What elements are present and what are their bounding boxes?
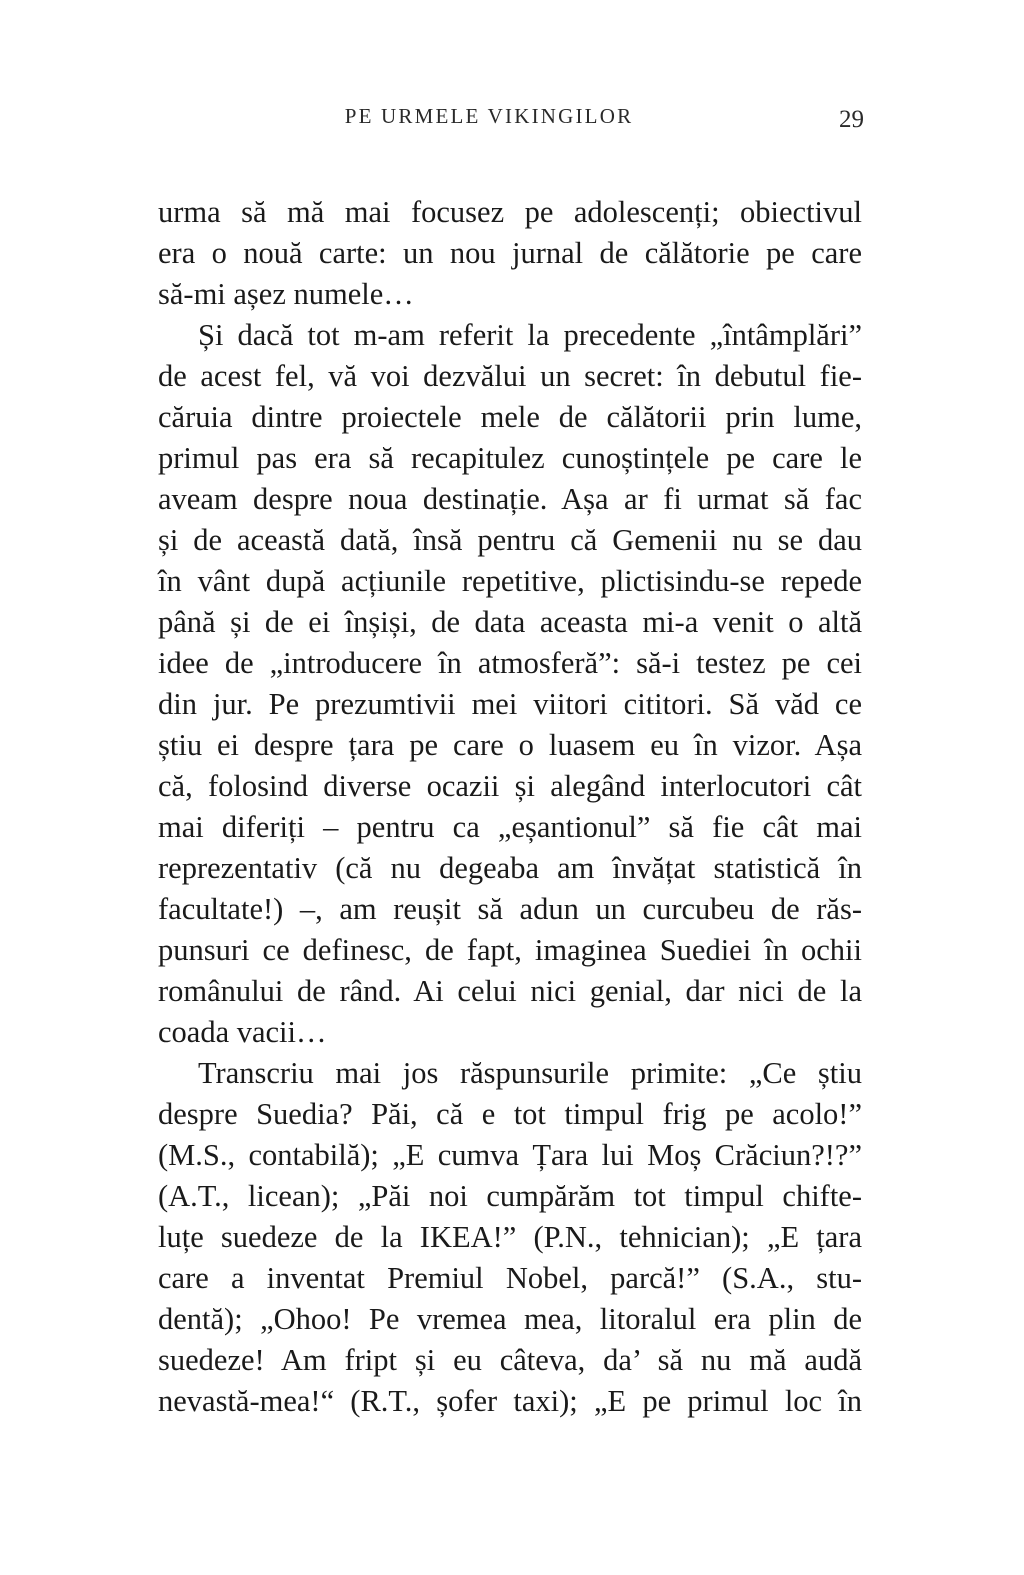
text-line: să-mi așez numele… — [158, 277, 414, 311]
text-line: luțe suedeze de la IKEA!” (P.N., tehnician); „E țara — [158, 1220, 862, 1254]
text-line: primul pas era să recapitulez cunoștințele pe care le — [158, 441, 862, 475]
text-line: suedeze! Am fript și eu câteva, da’ să nu mă audă — [158, 1343, 862, 1377]
body-text — [158, 192, 862, 1422]
text-line: căruia dintre proiectele mele de călătorii prin lume, — [158, 400, 862, 434]
text-line: și de această dată, însă pentru că Gemenii nu se dau — [158, 523, 862, 557]
text-line: până și de ei înșiși, de data aceasta mi-a venit o altă — [158, 605, 862, 639]
text-line: era o nouă carte: un nou jurnal de călătorie pe care — [158, 236, 862, 270]
text-line: idee de „introducere în atmosferă”: să-i testez pe cei — [158, 646, 862, 680]
text-line: despre Suedia? Păi, că e tot timpul frig pe acolo!” — [158, 1097, 862, 1131]
running-title: PE URMELE VIKINGILOR — [344, 104, 634, 128]
text-line: care a inventat Premiul Nobel, parcă!” (S.A., stu- — [158, 1261, 862, 1295]
text-line: dentă); „Ohoo! Pe vremea mea, litoralul era plin de — [158, 1302, 862, 1336]
text-line: nevastă-mea!“ (R.T., șofer taxi); „E pe primul loc în — [158, 1384, 862, 1418]
text-line: facultate!) –, am reușit să adun un curcubeu de răs- — [158, 892, 862, 926]
text-line: în vânt după acțiunile repetitive, plictisindu-se repede — [158, 564, 862, 598]
text-line: Transcriu mai jos răspunsurile primite: „Ce știu — [198, 1056, 862, 1090]
text-line: coada vacii… — [158, 1015, 327, 1049]
running-header — [0, 104, 1024, 134]
text-line: (M.S., contabilă); „E cumva Țara lui Moș Crăciun?!?” — [158, 1138, 862, 1172]
text-line: reprezentativ (că nu degeaba am învățat statistică în — [158, 851, 862, 885]
text-line: Și dacă tot m-am referit la precedente „întâmplări” — [198, 318, 862, 352]
page-number: 29 — [839, 106, 864, 133]
text-line: mai diferiți – pentru ca „eșantionul” să fie cât mai — [158, 810, 862, 844]
text-line: urma să mă mai focusez pe adolescenți; obiectivul — [158, 195, 862, 229]
text-line: că, folosind diverse ocazii și alegând interlocutori cât — [158, 769, 862, 803]
text-line: aveam despre noua destinație. Așa ar fi urmat să fac — [158, 482, 862, 516]
text-line: din jur. Pe prezumtivii mei viitori cititori. Să văd ce — [158, 687, 862, 721]
text-line: știu ei despre țara pe care o luasem eu în vizor. Așa — [158, 728, 862, 762]
text-line: punsuri ce definesc, de fapt, imaginea Suediei în ochii — [158, 933, 862, 967]
text-line: de acest fel, vă voi dezvălui un secret: în debutul fie- — [158, 359, 862, 393]
text-line: (A.T., licean); „Păi noi cumpărăm tot timpul chifte- — [158, 1179, 862, 1213]
text-line: românului de rând. Ai celui nici genial, dar nici de la — [158, 974, 862, 1008]
